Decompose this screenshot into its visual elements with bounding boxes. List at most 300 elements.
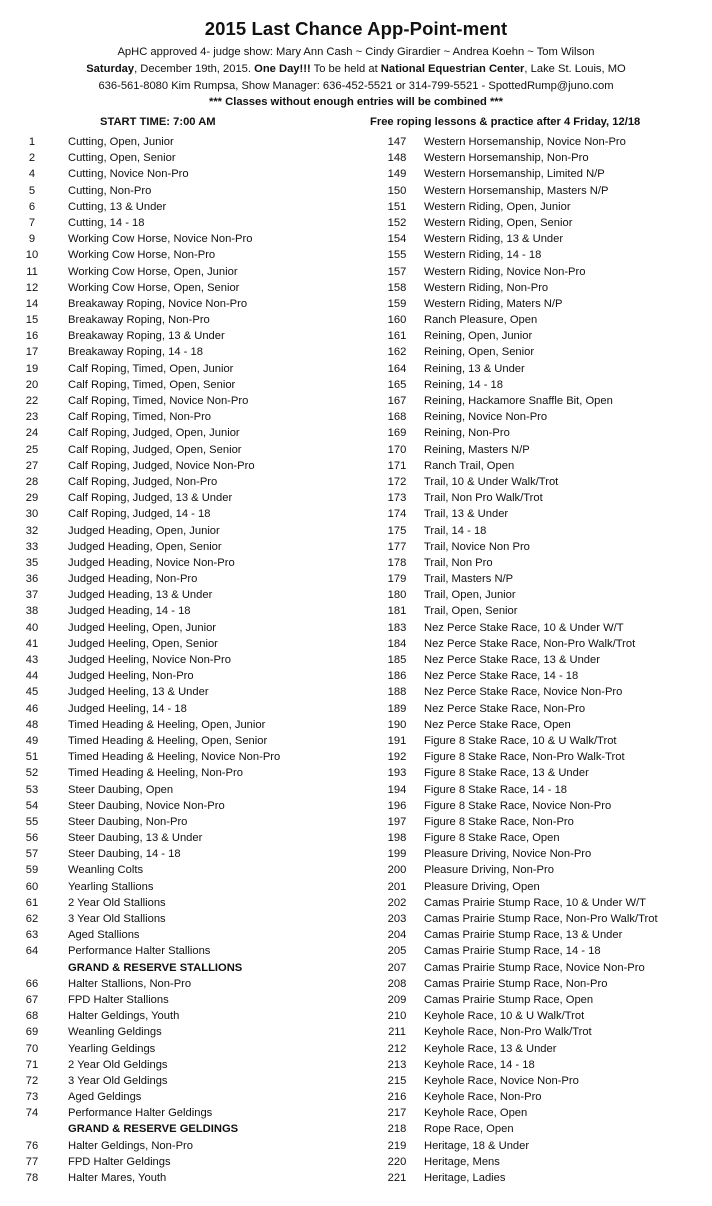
class-name: Reining, Hackamore Snaffle Bit, Open [424, 395, 613, 407]
combine-notice: *** Classes without enough entries will be combined *** [208, 96, 504, 108]
class-number: 4 [28, 168, 36, 181]
class-row [22, 1057, 362, 1073]
class-number: 64 [25, 945, 39, 958]
class-number: 147 [387, 136, 407, 148]
class-row [382, 1073, 712, 1089]
class-name: Timed Heading & Heeling, Open, Junior [68, 718, 266, 731]
class-number: 51 [25, 751, 39, 764]
class-name: Figure 8 Stake Race, Novice Non-Pro [424, 799, 612, 812]
class-name: Working Cow Horse, Open, Junior [68, 265, 238, 278]
one-day-text: One Day!!! [254, 63, 311, 75]
class-row [382, 474, 712, 490]
class-row [382, 1008, 712, 1024]
class-row [22, 312, 362, 328]
class-name: Camas Prairie Stump Race, Novice Non-Pro [424, 961, 645, 974]
class-name: Western Riding, Open, Junior [424, 200, 571, 213]
class-number: 40 [25, 621, 39, 634]
class-name: Pleasure Driving, Open [424, 880, 540, 893]
class-number: 49 [25, 734, 39, 747]
class-row [382, 425, 712, 441]
class-name: Rope Race, Open [424, 1123, 514, 1136]
class-name: Nez Perce Stake Race, 14 - 18 [424, 670, 579, 683]
class-number: 192 [387, 751, 407, 764]
class-name: Steer Daubing, Open [68, 783, 174, 796]
class-name: Calf Roping, Judged, 14 - 18 [68, 508, 211, 521]
class-name: Reining, 13 & Under [424, 362, 525, 375]
class-name: Keyhole Race, Novice Non-Pro [424, 1074, 579, 1087]
class-name: Western Riding, Open, Senior [424, 216, 573, 229]
class-row [382, 895, 712, 911]
class-name: Steer Daubing, Non-Pro [68, 815, 188, 828]
class-row [382, 442, 712, 458]
class-number: 73 [25, 1091, 39, 1104]
class-name: 2 Year Old Geldings [68, 1058, 168, 1071]
class-number: 177 [387, 540, 407, 553]
class-number: 77 [25, 1155, 39, 1168]
class-number: 148 [387, 152, 407, 165]
class-list-right [382, 134, 712, 1186]
class-row [382, 490, 712, 506]
class-number: 221 [387, 1172, 407, 1184]
class-number: 196 [387, 799, 407, 812]
class-number: 54 [25, 799, 39, 812]
class-row [382, 377, 712, 393]
class-number: 202 [387, 896, 407, 909]
class-number: 45 [25, 686, 39, 699]
class-name: Timed Heading & Heeling, Non-Pro [68, 767, 243, 780]
class-name: Trail, 10 & Under Walk/Trot [424, 475, 559, 488]
class-row [22, 814, 362, 830]
class-row [22, 377, 362, 393]
class-number: 19 [25, 362, 39, 375]
class-name: Camas Prairie Stump Race, 10 & Under W/T [424, 896, 646, 909]
class-row [22, 717, 362, 733]
class-name: Western Riding, 13 & Under [424, 233, 564, 246]
class-number: 1 [28, 136, 36, 148]
class-name: Reining, Open, Junior [424, 330, 533, 343]
class-row [22, 1024, 362, 1040]
class-name: Camas Prairie Stump Race, Non-Pro Walk/Trot [424, 913, 658, 925]
class-number: 161 [387, 330, 407, 343]
class-row [382, 1105, 712, 1121]
class-row [382, 976, 712, 992]
class-number: 9 [28, 233, 36, 246]
class-number: 61 [25, 896, 39, 909]
start-time-heading: START TIME: 7:00 AM [100, 116, 216, 128]
class-name: 3 Year Old Geldings [68, 1074, 168, 1087]
class-name: Halter Stallions, Non-Pro [68, 977, 192, 990]
class-name: Heritage, Mens [424, 1155, 500, 1168]
class-row [382, 344, 712, 360]
venue-name: National Equestrian Center [380, 63, 525, 75]
class-row [22, 846, 362, 862]
class-name: Nez Perce Stake Race, Novice Non-Pro [424, 686, 623, 699]
class-number: 213 [387, 1058, 407, 1071]
held-at-text: To be held at [310, 63, 381, 75]
class-row [22, 280, 362, 296]
class-name: Western Riding, Novice Non-Pro [424, 265, 586, 278]
class-number: 167 [387, 395, 407, 407]
class-row [22, 296, 362, 312]
class-name: Calf Roping, Timed, Non-Pro [68, 411, 212, 424]
class-row [382, 765, 712, 781]
class-number: 76 [25, 1139, 39, 1152]
class-number: 175 [387, 524, 407, 537]
class-number: 183 [387, 621, 407, 634]
class-row [382, 506, 712, 522]
class-row [382, 603, 712, 619]
class-row [382, 636, 712, 652]
class-number: 69 [25, 1026, 39, 1039]
class-number: 173 [387, 492, 407, 505]
class-row [22, 943, 362, 959]
class-row [22, 134, 362, 150]
class-number: 165 [387, 378, 407, 391]
class-name: Breakaway Roping, Novice Non-Pro [68, 297, 248, 310]
class-row [382, 684, 712, 700]
class-name: Judged Heading, 14 - 18 [68, 605, 191, 618]
class-name: Camas Prairie Stump Race, 13 & Under [424, 929, 623, 942]
class-name: Trail, 14 - 18 [424, 524, 487, 537]
class-name: Ranch Pleasure, Open [424, 314, 538, 327]
class-row [22, 830, 362, 846]
class-row [382, 247, 712, 263]
class-row [22, 539, 362, 555]
class-number: 48 [25, 718, 39, 731]
class-name: Western Riding, Maters N/P [424, 297, 563, 310]
class-row [22, 1154, 362, 1170]
class-number: 209 [387, 993, 407, 1006]
class-row [22, 976, 362, 992]
class-number: 149 [387, 168, 407, 181]
class-row [382, 862, 712, 878]
class-name: Western Horsemanship, Novice Non-Pro [424, 136, 626, 148]
class-name: Nez Perce Stake Race, Non-Pro [424, 702, 586, 715]
class-number: 212 [387, 1042, 407, 1055]
class-name: Judged Heeling, Open, Junior [68, 621, 217, 634]
class-row [22, 361, 362, 377]
class-number: 57 [25, 848, 39, 861]
class-row [382, 1154, 712, 1170]
class-name: Cutting, 13 & Under [68, 200, 167, 213]
class-name: Judged Heading, 13 & Under [68, 589, 213, 602]
class-number: 219 [387, 1139, 407, 1152]
class-row [22, 782, 362, 798]
class-row [382, 199, 712, 215]
class-row [22, 166, 362, 182]
class-name: Keyhole Race, 10 & U Walk/Trot [424, 1010, 585, 1023]
class-row [22, 571, 362, 587]
class-row [382, 539, 712, 555]
class-name: Reining, Masters N/P [424, 443, 530, 456]
class-row [382, 992, 712, 1008]
class-number: 150 [387, 184, 407, 197]
class-number: 60 [25, 880, 39, 893]
class-row [22, 895, 362, 911]
class-row [382, 134, 712, 150]
class-number: 193 [387, 767, 407, 780]
class-name: Figure 8 Stake Race, Open [424, 832, 560, 845]
class-number: 216 [387, 1091, 407, 1104]
class-row [22, 215, 362, 231]
class-row [382, 150, 712, 166]
class-row [22, 393, 362, 409]
class-name: Pleasure Driving, Novice Non-Pro [424, 848, 592, 861]
class-number [22, 1121, 42, 1137]
class-name: Calf Roping, Timed, Open, Junior [68, 362, 234, 375]
class-row [382, 264, 712, 280]
class-name: Trail, Open, Junior [424, 589, 516, 602]
class-row [382, 943, 712, 959]
page-title: 2015 Last Chance App-Point-ment [204, 18, 508, 39]
class-number: 53 [25, 783, 39, 796]
class-number: 46 [25, 702, 39, 715]
class-row [22, 603, 362, 619]
class-name: Judged Heading, Open, Senior [68, 540, 222, 553]
class-number [22, 960, 42, 976]
class-row [382, 296, 712, 312]
class-number: 180 [387, 589, 407, 602]
class-row [382, 620, 712, 636]
class-number: 152 [387, 216, 407, 229]
class-number: 208 [387, 977, 407, 990]
class-name: Weanling Colts [68, 864, 144, 877]
date-venue-line [0, 63, 712, 75]
class-number: 37 [25, 589, 39, 602]
class-name: Halter Geldings, Youth [68, 1010, 180, 1023]
class-number: 32 [25, 524, 39, 537]
class-number: 52 [25, 767, 39, 780]
class-number: 186 [387, 670, 407, 683]
class-name: Keyhole Race, Non-Pro [424, 1091, 542, 1104]
class-row [22, 506, 362, 522]
class-name: Cutting, Open, Junior [68, 136, 174, 148]
class-name: Pleasure Driving, Non-Pro [424, 864, 554, 877]
class-name: Steer Daubing, 14 - 18 [68, 848, 181, 861]
class-number: 217 [387, 1107, 407, 1120]
class-number: 199 [387, 848, 407, 861]
class-number: 179 [387, 573, 407, 586]
class-row [382, 393, 712, 409]
class-name: Aged Stallions [68, 929, 140, 942]
class-number: 25 [25, 443, 39, 456]
section-heading: GRAND & RESERVE GELDINGS [68, 1123, 239, 1136]
class-name: Figure 8 Stake Race, 13 & Under [424, 767, 589, 780]
class-name: Trail, Non Pro [424, 556, 493, 569]
class-row [22, 1170, 362, 1186]
class-number: 171 [387, 459, 407, 472]
class-row [22, 409, 362, 425]
class-name: Western Horsemanship, Masters N/P [424, 184, 609, 197]
contact-line: 636-561-8080 Kim Rumpsa, Show Manager: 636-452-5521 or 314-799-5521 - SpottedRump@juno.com [98, 80, 614, 92]
class-row [382, 183, 712, 199]
class-row [382, 668, 712, 684]
class-name: Working Cow Horse, Novice Non-Pro [68, 233, 253, 246]
class-number: 43 [25, 654, 39, 666]
class-name: Halter Mares, Youth [68, 1172, 167, 1184]
class-row [382, 1041, 712, 1057]
class-name: Figure 8 Stake Race, 10 & U Walk/Trot [424, 734, 617, 747]
class-name: Camas Prairie Stump Race, Non-Pro [424, 977, 608, 990]
class-row [382, 814, 712, 830]
class-name: Keyhole Race, 13 & Under [424, 1042, 557, 1055]
class-number: 188 [387, 686, 407, 699]
class-number: 22 [25, 395, 39, 407]
venue-location: , Lake St. Louis, MO [524, 63, 626, 75]
class-row [22, 1089, 362, 1105]
class-name: Nez Perce Stake Race, Open [424, 718, 571, 731]
class-row [22, 1008, 362, 1024]
class-name: Yearling Stallions [68, 880, 154, 893]
class-row [22, 668, 362, 684]
class-number: 169 [387, 427, 407, 440]
class-row [22, 587, 362, 603]
class-number: 151 [387, 200, 407, 213]
class-row [22, 442, 362, 458]
section-heading-row [22, 1121, 362, 1137]
class-number: 168 [387, 411, 407, 424]
class-row [22, 474, 362, 490]
class-row [382, 571, 712, 587]
class-number: 158 [387, 281, 407, 294]
class-name: Figure 8 Stake Race, Non-Pro Walk-Trot [424, 751, 625, 764]
class-row [22, 247, 362, 263]
class-number: 38 [25, 605, 39, 618]
class-row [22, 183, 362, 199]
class-row [382, 749, 712, 765]
class-row [22, 458, 362, 474]
class-row [382, 911, 712, 927]
class-name: Trail, Open, Senior [424, 605, 518, 618]
class-row [22, 798, 362, 814]
class-number: 72 [25, 1074, 39, 1087]
class-number: 200 [387, 864, 407, 877]
class-row [382, 361, 712, 377]
class-number: 78 [25, 1172, 39, 1184]
class-row [382, 215, 712, 231]
class-number: 56 [25, 832, 39, 845]
class-number: 185 [387, 654, 407, 666]
class-number: 62 [25, 913, 39, 925]
date-rest: , December 19th, 2015. [134, 63, 255, 75]
class-number: 36 [25, 573, 39, 586]
class-number: 207 [387, 961, 407, 974]
class-number: 170 [387, 443, 407, 456]
class-number: 155 [387, 249, 407, 262]
class-row [22, 523, 362, 539]
class-row [382, 879, 712, 895]
class-row [22, 555, 362, 571]
class-number: 190 [387, 718, 407, 731]
class-row [382, 782, 712, 798]
class-row [22, 701, 362, 717]
class-number: 191 [387, 734, 407, 747]
class-name: Western Riding, Non-Pro [424, 281, 549, 294]
class-number: 7 [28, 216, 36, 229]
class-number: 198 [387, 832, 407, 845]
class-name: Working Cow Horse, Open, Senior [68, 281, 240, 294]
class-name: Cutting, 14 - 18 [68, 216, 145, 229]
class-number: 181 [387, 605, 407, 618]
class-name: Calf Roping, Judged, 13 & Under [68, 492, 233, 505]
class-number: 15 [25, 314, 39, 327]
class-row [382, 1024, 712, 1040]
class-name: Judged Heading, Open, Junior [68, 524, 220, 537]
class-row [22, 620, 362, 636]
class-row [22, 911, 362, 927]
class-name: Working Cow Horse, Non-Pro [68, 249, 216, 262]
class-name: Performance Halter Geldings [68, 1107, 213, 1120]
class-number: 28 [25, 475, 39, 488]
class-row [22, 652, 362, 668]
class-row [22, 749, 362, 765]
class-name: Calf Roping, Judged, Non-Pro [68, 475, 218, 488]
class-number: 44 [25, 670, 39, 683]
class-name: Aged Geldings [68, 1091, 142, 1104]
class-number: 154 [387, 233, 407, 246]
class-row [22, 927, 362, 943]
class-row [22, 344, 362, 360]
class-row [382, 1121, 712, 1137]
class-name: Reining, Open, Senior [424, 346, 535, 359]
class-name: Judged Heading, Non-Pro [68, 573, 198, 586]
class-number: 210 [387, 1010, 407, 1023]
class-number: 197 [387, 815, 407, 828]
class-row [382, 458, 712, 474]
class-row [382, 409, 712, 425]
class-number: 211 [388, 1026, 406, 1039]
judges-line: ApHC approved 4- judge show: Mary Ann Cash ~ Cindy Girardier ~ Andrea Koehn ~ Tom Wilson [117, 46, 595, 58]
class-row [22, 1073, 362, 1089]
class-row [22, 150, 362, 166]
class-row [22, 862, 362, 878]
class-number: 178 [387, 556, 407, 569]
class-number: 35 [25, 556, 39, 569]
class-row [382, 166, 712, 182]
class-name: Timed Heading & Heeling, Open, Senior [68, 734, 268, 747]
class-name: Calf Roping, Timed, Open, Senior [68, 378, 236, 391]
class-name: Trail, Novice Non Pro [424, 540, 530, 553]
class-name: Figure 8 Stake Race, 14 - 18 [424, 783, 568, 796]
class-name: Timed Heading & Heeling, Novice Non-Pro [68, 751, 281, 764]
class-name: Judged Heeling, 14 - 18 [68, 702, 187, 715]
class-name: Cutting, Non-Pro [68, 184, 152, 197]
class-row [382, 927, 712, 943]
class-number: 70 [25, 1042, 39, 1055]
class-number: 2 [28, 152, 36, 165]
class-row [382, 312, 712, 328]
class-row [22, 1138, 362, 1154]
class-number: 29 [25, 492, 39, 505]
class-row [22, 264, 362, 280]
date-day: Saturday [86, 63, 135, 75]
class-row [22, 1105, 362, 1121]
class-row [22, 765, 362, 781]
class-name: Trail, Masters N/P [424, 573, 514, 586]
class-number: 160 [387, 314, 407, 327]
class-name: Ranch Trail, Open [424, 459, 515, 472]
class-name: Heritage, 18 & Under [424, 1139, 530, 1152]
class-name: Western Horsemanship, Non-Pro [424, 152, 589, 165]
class-number: 59 [25, 864, 39, 877]
class-number: 194 [387, 783, 407, 796]
class-row [22, 425, 362, 441]
section-heading-row [22, 960, 362, 976]
class-name: Breakaway Roping, 13 & Under [68, 330, 225, 343]
class-row [22, 1041, 362, 1057]
class-row [382, 523, 712, 539]
class-name: Reining, Novice Non-Pro [424, 411, 548, 424]
